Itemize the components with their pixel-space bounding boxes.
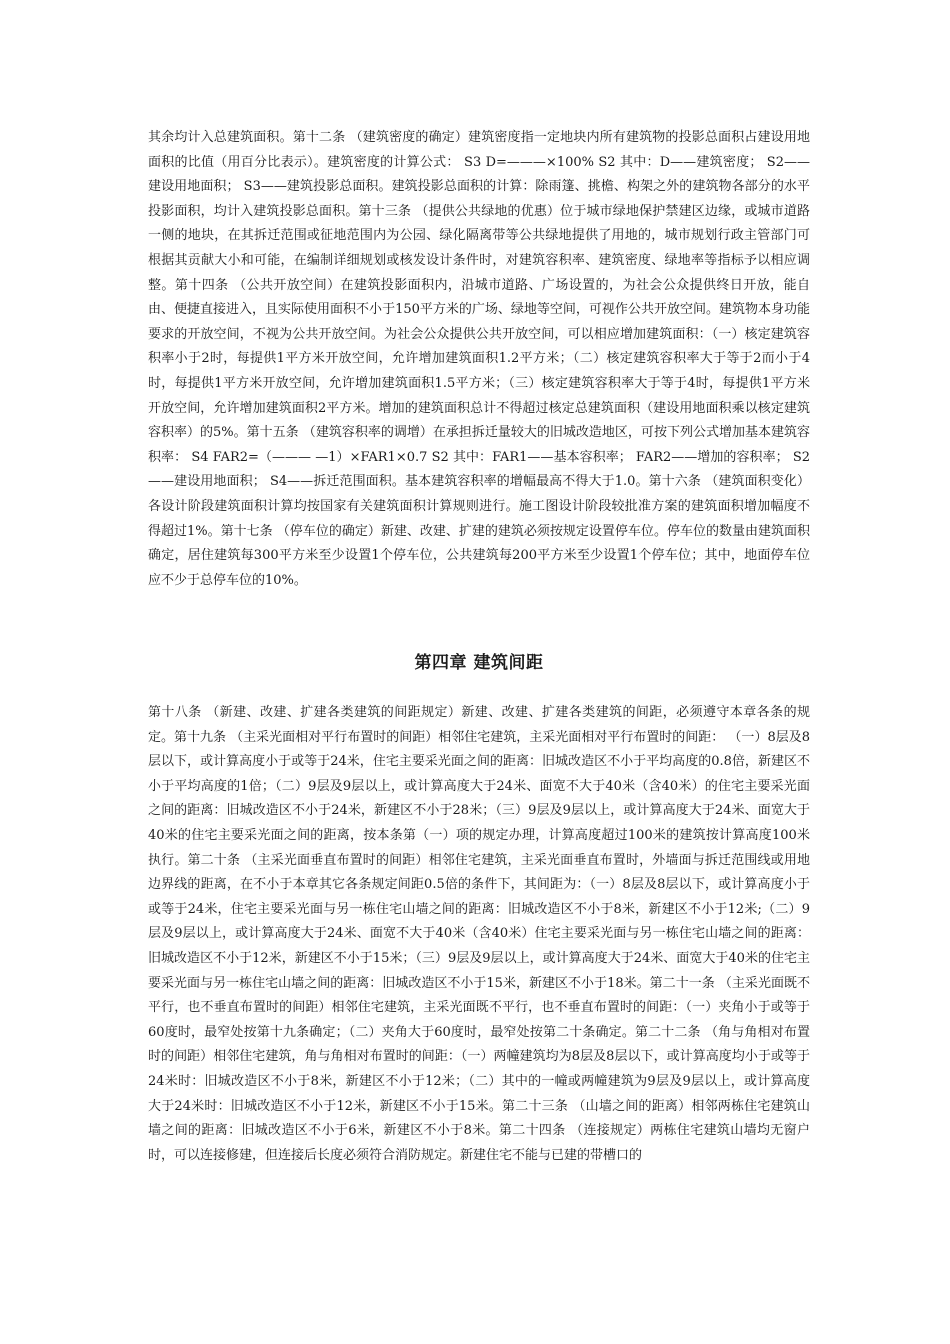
- body-paragraph: 第十八条 （新建、改建、扩建各类建筑的间距规定）新建、改建、扩建各类建筑的间距，必须遵守本章各条的规定。第十九条 （主采光面相对平行布置时的间距）相邻住宅建筑，主采光面相对平行布置时的间距： （一）8层及8层以下，或计算高度小于或等于24米，住宅主要采光面之间的距离：旧城改造区不小于平均高度的0.8倍，新建区不小于平均高度的1倍；（二）9层及9层以上，或计算高度大于24米、面宽不大于40米（含40米）的住宅主要采光面之间的距离：旧城改造区不小于24米，新建区不小于28米；（三）9层及9层以上，或计算高度大于24米、面宽大于40米的住宅主要采光面之间的距离，按本条第（一）项的规定办理，计算高度超过100米的建筑按计算高度100米执行。第二十条 （主采光面垂直布置时的间距）相邻住宅建筑，主采光面垂直布置时，外墙面与拆迁范围线或用地边界线的距离，在不小于本章其它各条规定间距0.5倍的条件下，其间距为：（一）8层及8层以下，或计算高度小于或等于24米，住宅主要采光面与另一栋住宅山墙之间的距离：旧城改造区不小于8米，新建区不小于12米;（二）9层及9层以上，或计算高度大于24米、面宽不大于40米（含40米）住宅主要采光面与另一栋住宅山墙之间的距离：旧城改造区不小于12米，新建区不小于15米；（三）9层及9层以上，或计算高度大于24米、面宽大于40米的住宅主要采光面与另一栋住宅山墙之间的距离：旧城改造区不小于15米，新建区不小于18米。第二十一条 （主采光面既不平行，也不垂直布置时的间距）相邻住宅建筑，主采光面既不平行，也不垂直布置时的间距：（一）夹角小于或等于60度时，最窄处按第十九条确定；（二）夹角大于60度时，最窄处按第二十条确定。第二十二条 （角与角相对布置时的间距）相邻住宅建筑，角与角相对布置时的间距：（一）两幢建筑均为8层及8层以下，或计算高度均小于或等于24米时：旧城改造区不小于8米，新建区不小于12米；（二）其中的一幢或两幢建筑为9层及9层以上，或计算高度大于24米时：旧城改造区不小于12米，新建区不小于15米。第二十三条 （山墙之间的距离）相邻两栋住宅建筑山墙之间的距离：旧城改造区不小于6米，新建区不小于8米。第二十四条 （连接规定）两栋住宅建筑山墙均无窗户时，可以连接修建，但连接后长度必须符合消防规定。新建住宅不能与已建的带槽口的: [148, 705, 810, 1163]
- chapter-heading: 第四章 建筑间距: [414, 653, 544, 673]
- body-paragraph: 其余均计入总建筑面积。第十二条 （建筑密度的确定）建筑密度指一定地块内所有建筑物的投影总面积占建设用地面积的比值（用百分比表示）。建筑密度的计算公式： S3 D=———×100% S2 其中：D——建筑密度； S2——建设用地面积； S3——建筑投影总面积。建筑投影总面积的计算：除雨篷、挑檐、构架之外的建筑物各部分的水平投影面积，均计入建筑投影总面积。第十三条 （提供公共绿地的优惠）位于城市绿地保护禁建区边缘，或城市道路一侧的地块，在其拆迁范围或征地范围内为公园、绿化隔离带等公共绿地提供了用地的，城市规划行政主管部门可根据其贡献大小和可能，在编制详细规划或核发设计条件时，对建筑容积率、建筑密度、绿地率等指标予以相应调整。第十四条 （公共开放空间）在建筑投影面积内，沿城市道路、广场设置的，为社会公众提供终日开放，能自由、便捷直接进入，且实际使用面积不小于150平方米的广场、绿地等空间，可视作公共开放空间。建筑物本身功能要求的开放空间，不视为公共开放空间。为社会公众提供公共开放空间，可以相应增加建筑面积：（一）核定建筑容积率小于2时，每提供1平方米开放空间，允许增加建筑面积1.2平方米；（二）核定建筑容积率大于等于2而小于4时，每提供1平方米开放空间，允许增加建筑面积1.5平方米；（三）核定建筑容积率大于等于4时，每提供1平方米开放空间，允许增加建筑面积2平方米。增加的建筑面积总计不得超过核定总建筑面积（建设用地面积乘以核定建筑容积率）的5%。第十五条 （建筑容积率的调增）在承担拆迁量较大的旧城改造地区，可按下列公式增加基本建筑容积率： S4 FAR2=（——— —1）×FAR1×0.7 S2 其中：FAR1——基本容积率； FAR2——增加的容积率； S2——建设用地面积； S4——拆迁范围面积。基本建筑容积率的增幅最高不得大于1.0。第十六条 （建筑面积变化）各设计阶段建筑面积计算均按国家有关建筑面积计算规则进行。施工图设计阶段较批准方案的建筑面积增加幅度不得超过1%。第十七条 （停车位的确定）新建、改建、扩建的建筑必须按规定设置停车位。停车位的数量由建筑面积确定，居住建筑每300平方米至少设置1个停车位，公共建筑每200平方米至少设置1个停车位；其中，地面停车位应不少于总停车位的10%。: [148, 130, 810, 588]
